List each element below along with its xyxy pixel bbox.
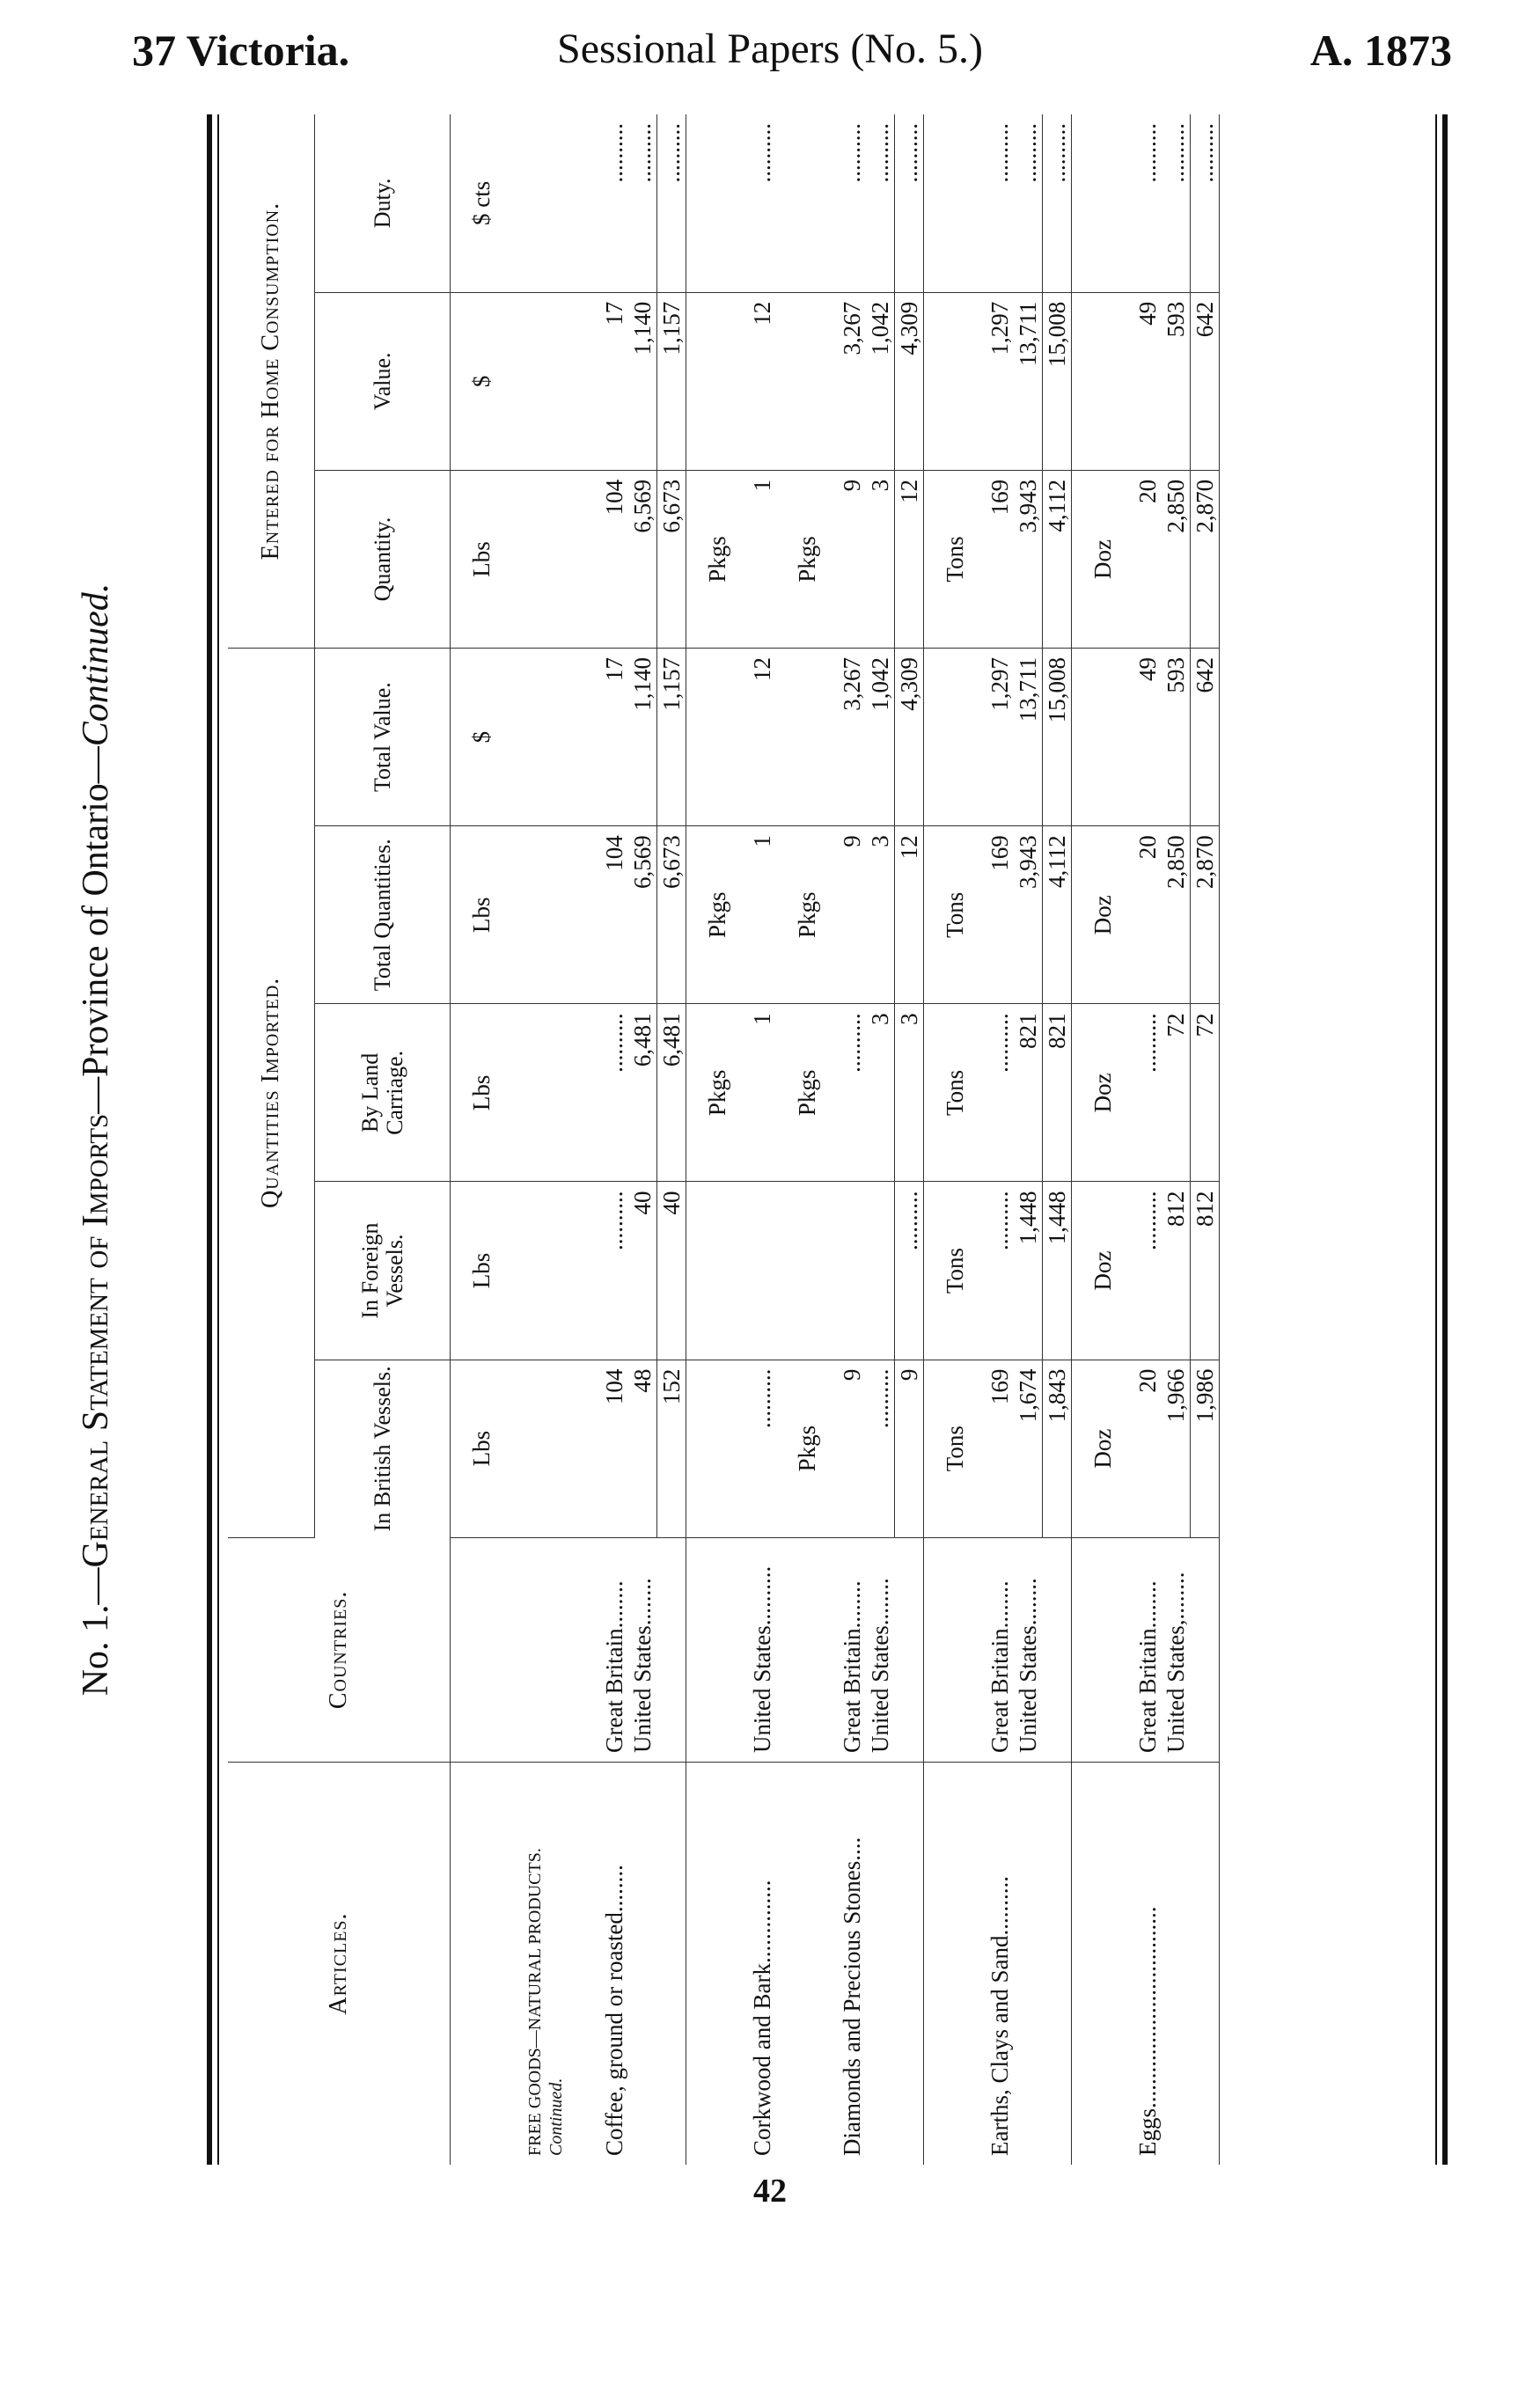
total-cell: 4,112 [1043,470,1072,648]
value-cell: .......... [1133,1004,1162,1182]
unit-label: Doz [1072,1182,1134,1360]
value-cell: 2,850 [1162,826,1191,1004]
blank-cell [1014,1763,1043,2165]
blank-cell [1072,649,1134,826]
table-row [600,114,628,2165]
group-imported: Quantities Imported. [228,649,315,1538]
value-cell: 104 [600,1360,628,1537]
value-cell: 821 [1014,1004,1043,1182]
blank-cell [1162,1763,1191,2165]
table-row [866,114,895,2165]
blank-cell [1191,1537,1220,1762]
blank-cell [567,114,600,292]
value-cell: .......... [600,1182,628,1360]
value-cell: 1 [748,1004,776,1182]
table-row [567,114,600,2165]
blank-cell [1072,114,1134,292]
total-cell: 1,157 [657,649,686,826]
total-cell: 40 [657,1182,686,1360]
value-cell [748,1182,776,1360]
unit-label: Lbs [451,470,513,648]
blank-cell [567,826,600,1004]
unit-label: $ [451,292,513,470]
value-cell: 2,850 [1162,470,1191,648]
value-cell: .......... [1133,1182,1162,1360]
value-cell: 3,267 [838,292,866,470]
value-cell: 1 [748,826,776,1004]
total-cell: 12 [895,826,924,1004]
title-mid: —Province of Ontario— [76,746,116,1114]
blank-cell [567,1182,600,1360]
table-row [1043,114,1072,2165]
value-cell: 6,569 [628,826,657,1004]
value-cell: .......... [866,114,895,292]
total-cell: 6,673 [657,470,686,648]
country-name: United States........ [628,1537,657,1762]
blank-cell [567,470,600,648]
value-cell: 1,140 [628,292,657,470]
total-cell: .......... [1043,114,1072,292]
total-cell: .......... [895,1182,924,1360]
blank-cell [567,292,600,470]
value-cell: 6,481 [628,1004,657,1182]
country-name: United States........ [866,1537,895,1762]
value-cell: 3 [866,470,895,648]
value-cell: 20 [1133,1360,1162,1537]
total-cell: 4,112 [1043,826,1072,1004]
value-cell: 9 [838,826,866,1004]
unit-label: Tons [924,1360,986,1537]
table-row [628,114,657,2165]
value-cell: 1,448 [1014,1182,1043,1360]
value-cell: .......... [600,1004,628,1182]
total-cell: .......... [1191,114,1220,292]
value-cell: 3 [866,826,895,1004]
blank-cell [567,1004,600,1182]
blank-cell [686,1182,749,1360]
value-cell: .......... [866,1360,895,1537]
total-cell: 15,008 [1043,649,1072,826]
table-row [748,114,776,2165]
blank-cell [567,1360,600,1537]
value-cell: 1,674 [1014,1360,1043,1537]
rotated-sheet [76,114,1448,2165]
unit-label: Tons [924,826,986,1004]
total-cell: .......... [895,114,924,292]
value-cell: 169 [986,470,1014,648]
unit-label: Pkgs [686,470,749,648]
blank-cell [776,649,838,826]
blank-cell [686,1360,749,1537]
value-cell: 40 [628,1182,657,1360]
value-cell: .......... [986,1004,1014,1182]
unit-label: Lbs [451,1004,513,1182]
total-cell: 4,309 [895,649,924,826]
total-cell: 1,157 [657,292,686,470]
table-row [1072,114,1134,2165]
blank-cell [686,1537,749,1762]
col-british: In British Vessels. [315,1360,451,1537]
top-rule [207,114,212,2165]
value-cell: 13,711 [1014,649,1043,826]
blank-cell [567,1537,600,1762]
table-row [895,114,924,2165]
unit-label: Doz [1072,470,1134,648]
unit-label: Lbs [451,1360,513,1537]
col-foreign: In Foreign Vessels. [315,1182,451,1360]
col-countries: Countries. [228,1537,451,1762]
table-row [1191,114,1220,2165]
country-name: Great Britain........ [986,1537,1014,1762]
col-duty: Duty. [315,114,451,292]
blank-cell [657,1537,686,1762]
total-cell: 642 [1191,292,1220,470]
statement-panel [76,114,1448,2165]
col-total-qty: Total Quantities. [315,826,451,1004]
top-rule-thin [217,114,219,2165]
unit-label: $ [451,649,513,826]
table-row [986,114,1014,2165]
value-cell: .......... [1133,114,1162,292]
table-container [228,114,1426,2165]
value-cell: .......... [986,114,1014,292]
blank-cell [1191,1763,1220,2165]
blank-cell [512,1004,567,1182]
value-cell [838,1182,866,1360]
blank-cell [924,1537,986,1762]
total-cell: 642 [1191,649,1220,826]
unit-label: Pkgs [776,1004,838,1182]
blank-cell [567,1763,600,2165]
total-cell: 15,008 [1043,292,1072,470]
blank-cell [776,1182,838,1360]
value-cell: 1,140 [628,649,657,826]
category-continued: Continued. [546,2078,566,2156]
blank-cell [1072,292,1134,470]
bottom-rule-thin [1435,114,1437,2165]
value-cell: 20 [1133,826,1162,1004]
unit-label: Tons [924,1004,986,1182]
blank-cell [1072,1537,1134,1762]
table-row [686,114,749,2165]
table-row [924,114,986,2165]
total-cell: 1,843 [1043,1360,1072,1537]
value-cell: 13,711 [1014,292,1043,470]
blank-cell [924,114,986,292]
blank-cell [895,1763,924,2165]
header-session: 37 Victoria. [132,26,350,75]
blank-cell [924,292,986,470]
col-total-val: Total Value. [315,649,451,826]
value-cell: 72 [1162,1004,1191,1182]
blank-cell [1043,1763,1072,2165]
category-label [512,1763,567,2165]
total-cell: .......... [657,114,686,292]
blank-cell [451,1763,513,2165]
blank-cell [567,649,600,826]
country-name: Great Britain........ [1133,1537,1162,1762]
total-cell: 2,870 [1191,826,1220,1004]
value-cell: 593 [1162,649,1191,826]
table-row [657,114,686,2165]
table-row [451,114,513,2165]
blank-cell [512,1360,567,1537]
category-name: FREE GOODS—NATURAL PRODUCTS. [525,1848,545,2156]
country-name: Great Britain........ [838,1537,866,1762]
group-home: Entered for Home Consumption. [228,114,315,649]
blank-cell [512,470,567,648]
value-cell: 20 [1133,470,1162,648]
unit-label: Doz [1072,826,1134,1004]
article-name: Coffee, ground or roasted........ [601,1865,627,2156]
table-row [1014,114,1043,2165]
table-body [451,114,1220,2165]
article-name: Corkwood and Bark.............. [749,1880,775,2156]
bottom-rule [1442,114,1448,2165]
blank-cell [776,1763,838,2165]
blank-cell [895,1537,924,1762]
blank-cell [512,826,567,1004]
unit-label: $ cts [451,114,513,292]
value-cell: 3,267 [838,649,866,826]
total-cell: 812 [1191,1182,1220,1360]
value-cell: .......... [1014,114,1043,292]
statement-title [75,114,117,2165]
blank-cell [866,1763,895,2165]
blank-cell [924,649,986,826]
value-cell: 3,943 [1014,826,1043,1004]
total-cell: 152 [657,1360,686,1537]
total-cell: 12 [895,470,924,648]
total-cell: 6,673 [657,826,686,1004]
blank-cell [512,114,567,292]
value-cell: 1,297 [986,649,1014,826]
value-cell: 12 [748,292,776,470]
value-cell: 49 [1133,649,1162,826]
unit-label: Lbs [451,1182,513,1360]
value-cell: 9 [838,1360,866,1537]
total-cell: 6,481 [657,1004,686,1182]
value-cell: 1,966 [1162,1360,1191,1537]
total-cell: 4,309 [895,292,924,470]
total-cell: 821 [1043,1004,1072,1182]
col-land: By Land Carriage. [315,1004,451,1182]
table-row [512,114,567,2165]
value-cell: 104 [600,470,628,648]
total-cell: 72 [1191,1004,1220,1182]
title-main: General Statement of Imports [76,1113,116,1568]
blank-cell [686,292,749,470]
value-cell: 1 [748,470,776,648]
article-name: Eggs.................................. [1134,1906,1161,2156]
value-cell: 104 [600,826,628,1004]
blank-cell [686,114,749,292]
value-cell: .......... [1162,114,1191,292]
blank-cell [512,1537,567,1762]
total-cell: 9 [895,1360,924,1537]
blank-cell [512,1182,567,1360]
unit-label: Pkgs [686,826,749,1004]
unit-label: Doz [1072,1004,1134,1182]
value-cell: 593 [1162,292,1191,470]
value-cell: 48 [628,1360,657,1537]
title-prefix: No. 1.— [76,1567,116,1697]
unit-label: Pkgs [776,470,838,648]
country-name: United States,........ [1162,1537,1191,1762]
unit-label: Tons [924,470,986,648]
unit-label: Tons [924,1182,986,1360]
title-suffix: Continued. [76,583,116,747]
value-cell: .......... [748,114,776,292]
value-cell: 6,569 [628,470,657,648]
header-title: Sessional Papers (No. 5.) [557,26,983,72]
country-name: United States.......... [748,1537,776,1762]
blank-cell [776,292,838,470]
blank-cell [512,292,567,470]
value-cell: 9 [838,470,866,648]
col-quantity: Quantity. [315,470,451,648]
blank-cell [686,1763,749,2165]
col-value: Value. [315,292,451,470]
unit-label: Lbs [451,826,513,1004]
value-cell: 1,042 [866,292,895,470]
value-cell: .......... [838,114,866,292]
value-cell: 17 [600,292,628,470]
blank-cell [686,649,749,826]
value-cell: .......... [600,114,628,292]
value-cell: 12 [748,649,776,826]
total-cell: 2,870 [1191,470,1220,648]
value-cell: .......... [986,1182,1014,1360]
page-number: 42 [753,2173,787,2210]
value-cell: 17 [600,649,628,826]
value-cell: 49 [1133,292,1162,470]
total-cell: 3 [895,1004,924,1182]
blank-cell [776,114,838,292]
article-name: Earths, Clays and Sand.......... [986,1876,1013,2156]
value-cell: 169 [986,1360,1014,1537]
value-cell: 1,042 [866,649,895,826]
value-cell: 3 [866,1004,895,1182]
blank-cell [1043,1537,1072,1762]
blank-cell [776,1537,838,1762]
total-cell: 1,986 [1191,1360,1220,1537]
article-name: Diamonds and Precious Stones.... [839,1836,865,2156]
table-row [776,114,838,2165]
blank-cell [657,1763,686,2165]
value-cell: 3,943 [1014,470,1043,648]
blank-cell [512,649,567,826]
value-cell: 812 [1162,1182,1191,1360]
value-cell: .......... [748,1360,776,1537]
header-year: A. 1873 [1309,26,1452,75]
unit-label: Pkgs [776,1360,838,1537]
table-row [1162,114,1191,2165]
value-cell [866,1182,895,1360]
unit-label: Doz [1072,1360,1134,1537]
imports-table [228,114,1220,2165]
value-cell: .......... [628,114,657,292]
value-cell: 1,297 [986,292,1014,470]
blank-cell [924,1763,986,2165]
unit-label: Pkgs [776,826,838,1004]
country-name: United States........ [1014,1537,1043,1762]
value-cell: .......... [838,1004,866,1182]
col-articles: Articles. [228,1763,451,2165]
value-cell: 169 [986,826,1014,1004]
blank-cell [628,1763,657,2165]
table-row [838,114,866,2165]
unit-label: Pkgs [686,1004,749,1182]
table-row [1133,114,1162,2165]
country-name: Great Britain........ [600,1537,628,1762]
total-cell: 1,448 [1043,1182,1072,1360]
blank-cell [1072,1763,1134,2165]
blank-cell [451,1537,513,1762]
